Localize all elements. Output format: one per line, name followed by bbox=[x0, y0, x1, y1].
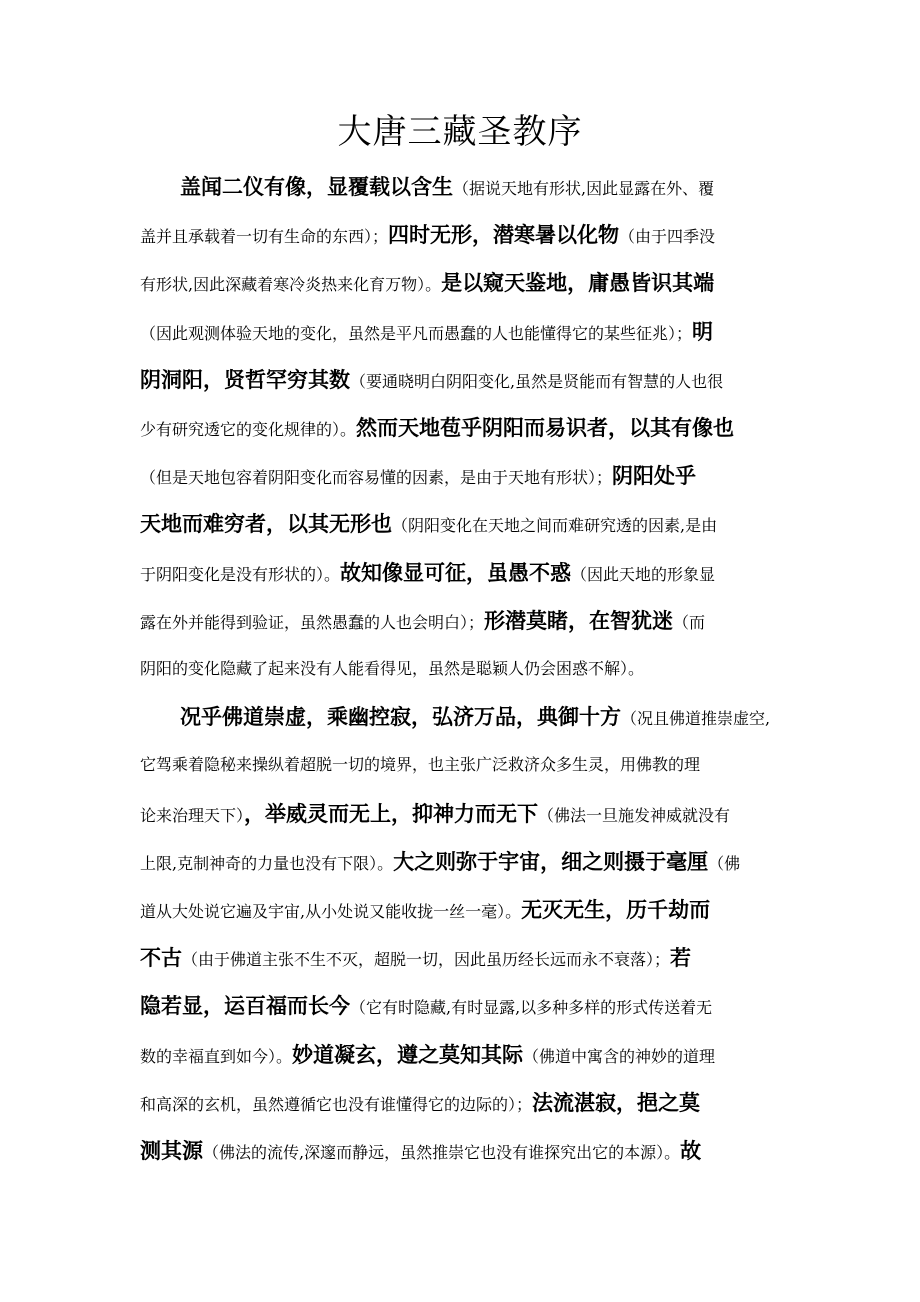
annotation-text: （佛道中寓含的神妙的道理 bbox=[523, 1047, 716, 1066]
text-line bbox=[140, 1035, 782, 1075]
text-line bbox=[180, 167, 782, 207]
text-line bbox=[140, 842, 782, 882]
text-line bbox=[140, 890, 782, 930]
annotation-text: （况且佛道推崇虚空, bbox=[621, 709, 771, 728]
annotation-text: （据说天地有形状,因此显露在外、覆 bbox=[453, 179, 715, 198]
text-line bbox=[140, 649, 782, 689]
text-line bbox=[140, 504, 782, 544]
text-line bbox=[140, 1131, 782, 1171]
text-line bbox=[180, 697, 782, 737]
annotation-text: （阴阳变化在天地之间而难研究透的因素,是由 bbox=[392, 516, 718, 535]
classical-text: ，举威灵而无上，抑神力而无下 bbox=[244, 802, 539, 826]
text-line bbox=[140, 601, 782, 641]
annotation-text: （佛法的流传,深邃而静远，虽然推崇它也没有谁探究出它的本源）。 bbox=[203, 1143, 681, 1162]
annotation-text: （由于佛道主张不生不灭，超脱一切，因此虽历经长远而永不衰落）； bbox=[182, 950, 671, 969]
annotation-text: 于阴阳变化是没有形状的）。 bbox=[140, 565, 341, 584]
text-line bbox=[140, 553, 782, 593]
annotation-text: 它驾乘着隐秘来操纵着超脱一切的境界，也主张广泛救济众多生灵，用佛教的理 bbox=[140, 755, 701, 774]
classical-text: 隐若显，运百福而长今 bbox=[140, 994, 350, 1018]
text-line bbox=[140, 745, 782, 785]
annotation-text: （而 bbox=[673, 613, 706, 632]
classical-text: 不古 bbox=[140, 946, 182, 970]
classical-text: 天地而难穷者，以其无形也 bbox=[140, 512, 392, 536]
annotation-text: （因此天地的形象显 bbox=[571, 565, 716, 584]
classical-text: 是以窥天鉴地，庸愚皆识其端 bbox=[441, 271, 715, 295]
classical-text: 测其源 bbox=[140, 1139, 203, 1163]
classical-text: 盖闻二仪有像，显覆载以含生 bbox=[180, 175, 453, 199]
annotation-text: （佛法一旦施发神威就没有 bbox=[538, 806, 731, 825]
document-title: 大唐三藏圣教序 bbox=[337, 112, 583, 152]
annotation-text: 阴阳的变化隐藏了起来没有人能看得见，虽然是聪颖人仍会困惑不解）。 bbox=[140, 659, 645, 678]
classical-text: 法流湛寂，挹之莫 bbox=[532, 1091, 701, 1115]
annotation-text: （由于四季没 bbox=[619, 227, 716, 246]
text-line bbox=[140, 215, 782, 255]
annotation-text: （因此观测体验天地的变化，虽然是平凡而愚蠢的人也能懂得它的某些征兆）； bbox=[140, 324, 693, 343]
classical-text: 四时无形，潜寒暑以化物 bbox=[388, 223, 620, 247]
annotation-text: 数的幸福直到如今）。 bbox=[140, 1047, 293, 1066]
annotation-text: 有形状,因此深藏着寒冷炎热来化育万物）。 bbox=[140, 275, 442, 294]
annotation-text: 道从大处说它遍及宇宙,从小处说又能收拢一丝一毫）。 bbox=[140, 902, 522, 921]
annotation-text: （要通晓明白阴阳变化,虽然是贤能而有智慧的人也很 bbox=[350, 372, 724, 391]
annotation-text: 露在外并能得到验证，虽然愚蠢的人也会明白）； bbox=[140, 613, 485, 632]
annotation-text: 盖并且承载着一切有生命的东西）； bbox=[140, 227, 389, 246]
classical-text: 妙道凝玄，遵之莫知其际 bbox=[292, 1043, 524, 1067]
classical-text: 若 bbox=[670, 946, 692, 970]
annotation-text: 少有研究透它的变化规律的）。 bbox=[140, 420, 357, 439]
annotation-text: （佛 bbox=[708, 854, 741, 873]
text-line bbox=[140, 938, 782, 978]
annotation-text: 上限,克制神奇的力量也没有下限）。 bbox=[140, 854, 394, 873]
annotation-text: 和高深的玄机，虽然遵循它也没有谁懂得它的边际的）； bbox=[140, 1095, 533, 1114]
annotation-text: 论来治理天下） bbox=[140, 806, 245, 825]
text-line bbox=[140, 456, 782, 496]
classical-text: 大之则弥于宇宙，细之则摄于毫厘 bbox=[393, 850, 709, 874]
classical-text: 况乎佛道崇虚，乘幽控寂，弘济万品，典御十方 bbox=[180, 705, 621, 729]
text-line bbox=[140, 794, 782, 834]
text-line bbox=[140, 408, 782, 448]
text-line bbox=[140, 1083, 782, 1123]
classical-text: 形潜莫睹，在智犹迷 bbox=[484, 609, 674, 633]
annotation-text: （但是天地包容着阴阳变化而容易懂的因素，是由于天地有形状）； bbox=[140, 468, 613, 487]
text-line bbox=[140, 312, 782, 352]
classical-text: 明 bbox=[692, 320, 714, 344]
classical-text: 然而天地苞乎阴阳而易识者，以其有像也 bbox=[356, 416, 735, 440]
classical-text: 故 bbox=[680, 1139, 702, 1163]
text-line bbox=[140, 986, 782, 1026]
classical-text: 阴阳处乎 bbox=[612, 464, 697, 488]
text-line bbox=[140, 360, 782, 400]
classical-text: 故知像显可征，虽愚不惑 bbox=[340, 561, 572, 585]
classical-text: 阴洞阳，贤哲罕穷其数 bbox=[140, 368, 350, 392]
text-line bbox=[140, 263, 782, 303]
classical-text: 无灭无生，历千劫而 bbox=[521, 898, 711, 922]
annotation-text: （它有时隐藏,有时显露,以多种多样的形式传送着无 bbox=[350, 998, 713, 1017]
